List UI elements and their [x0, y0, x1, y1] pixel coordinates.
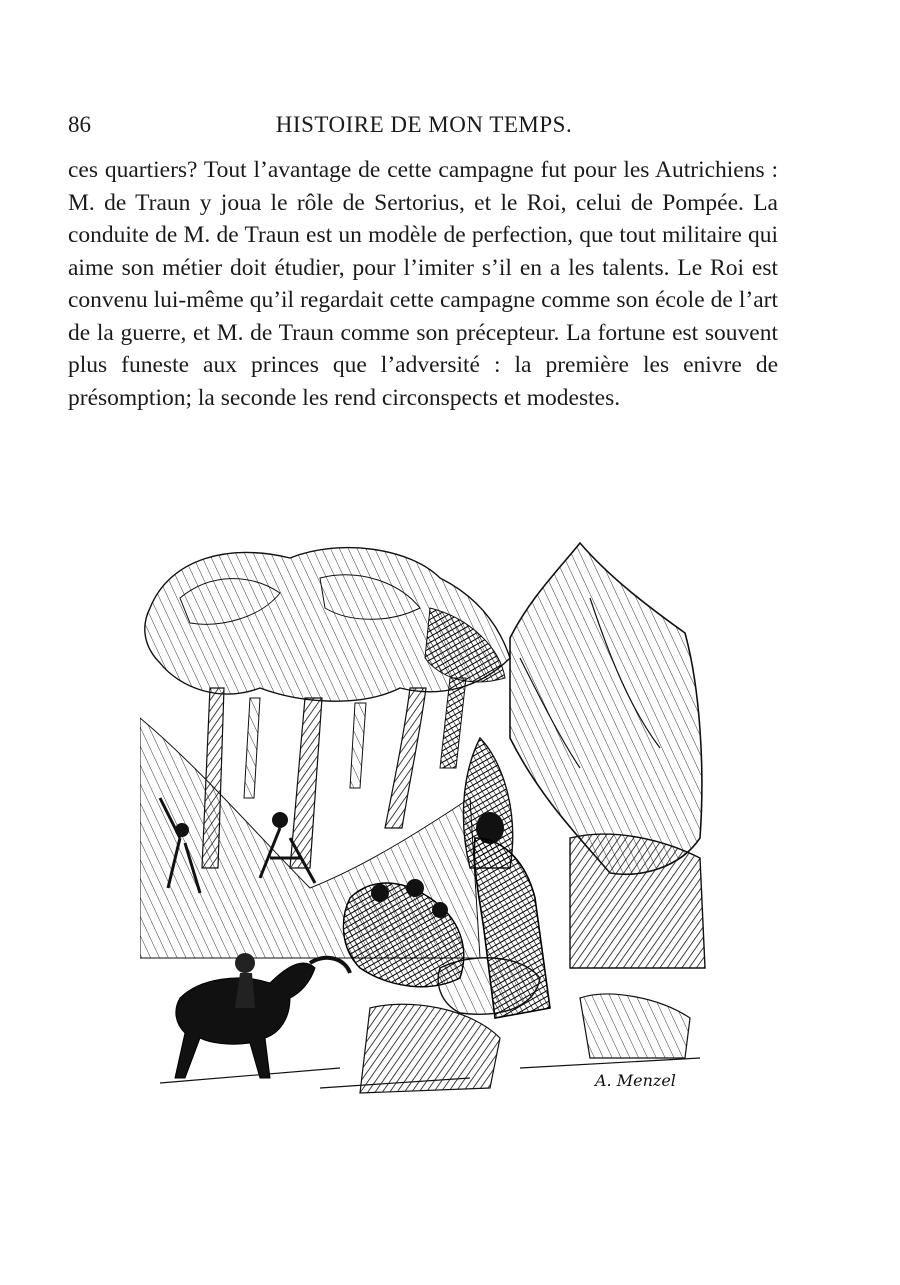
engraving-drawing	[140, 538, 710, 1098]
page-header	[68, 112, 780, 144]
engraving-illustration	[140, 538, 710, 1098]
body-paragraph: ces quartiers? Tout l’avantage de cette campagne fut pour les Autrichiens : M. de Traun y joua le rôle de Sertorius, et le Roi, celui de Pompée. La conduite de M. de Traun est un modèle de perfection, que tout militaire qui aime son métier doit étudier, pour l’imiter s’il en a les talents. Le Roi est convenu lui-même qu’il regardait cette campagne comme son école de l’art de la guerre, et M. de Traun comme son précepteur. La fortune est souvent plus funeste aux princes que l’adversité : la première les enivre de présomption; la seconde les rend circonspects et modestes.	[68, 157, 778, 411]
running-title: HISTOIRE DE MON TEMPS.	[275, 112, 573, 137]
page-number: 86	[68, 112, 91, 137]
horse	[175, 953, 350, 1078]
artist-signature: A. Menzel	[595, 1071, 676, 1090]
